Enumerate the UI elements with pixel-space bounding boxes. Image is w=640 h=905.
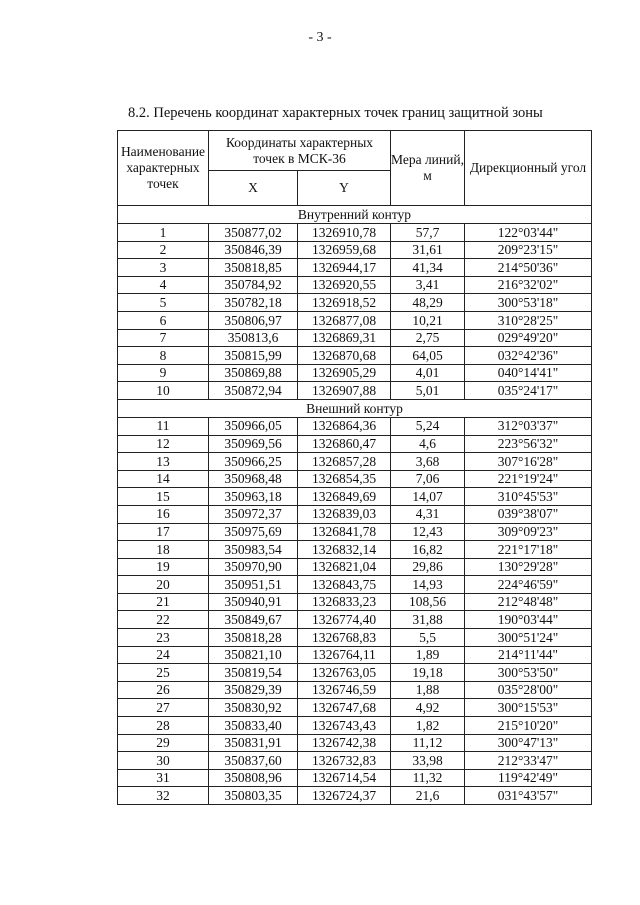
cell-line-length: 4,92	[391, 699, 465, 717]
cell-point-number: 27	[118, 699, 209, 717]
table-row	[118, 453, 592, 471]
cell-y: 1326857,28	[298, 453, 391, 471]
cell-point-number: 6	[118, 311, 209, 329]
cell-direction-angle: 223°56'32"	[465, 435, 592, 453]
cell-x: 350833,40	[209, 717, 298, 735]
cell-x: 350782,18	[209, 294, 298, 312]
header-point-name: Наименование характерных точек	[118, 131, 209, 206]
cell-line-length: 11,32	[391, 769, 465, 787]
cell-y: 1326849,69	[298, 488, 391, 506]
cell-x: 350951,51	[209, 576, 298, 594]
cell-line-length: 12,43	[391, 523, 465, 541]
header-y: Y	[298, 171, 391, 206]
cell-direction-angle: 212°33'47"	[465, 752, 592, 770]
cell-direction-angle: 035°28'00"	[465, 681, 592, 699]
cell-point-number: 14	[118, 470, 209, 488]
cell-line-length: 2,75	[391, 329, 465, 347]
table-row	[118, 470, 592, 488]
table-row	[118, 664, 592, 682]
cell-y: 1326854,35	[298, 470, 391, 488]
cell-x: 350815,99	[209, 347, 298, 365]
cell-y: 1326910,78	[298, 224, 391, 242]
header-direction-angle: Дирекционный угол	[465, 131, 592, 206]
cell-x: 350829,39	[209, 681, 298, 699]
cell-line-length: 1,89	[391, 646, 465, 664]
cell-y: 1326732,83	[298, 752, 391, 770]
cell-direction-angle: 122°03'44"	[465, 224, 592, 242]
cell-x: 350872,94	[209, 382, 298, 400]
cell-x: 350975,69	[209, 523, 298, 541]
cell-direction-angle: 300°47'13"	[465, 734, 592, 752]
cell-point-number: 12	[118, 435, 209, 453]
cell-line-length: 14,07	[391, 488, 465, 506]
cell-point-number: 15	[118, 488, 209, 506]
cell-line-length: 31,88	[391, 611, 465, 629]
cell-x: 350969,56	[209, 435, 298, 453]
cell-point-number: 31	[118, 769, 209, 787]
cell-direction-angle: 300°51'24"	[465, 629, 592, 647]
cell-line-length: 48,29	[391, 294, 465, 312]
cell-direction-angle: 119°42'49"	[465, 769, 592, 787]
cell-x: 350831,91	[209, 734, 298, 752]
table-row	[118, 364, 592, 382]
cell-y: 1326860,47	[298, 435, 391, 453]
cell-line-length: 57,7	[391, 224, 465, 242]
cell-line-length: 4,01	[391, 364, 465, 382]
cell-y: 1326833,23	[298, 593, 391, 611]
cell-x: 350970,90	[209, 558, 298, 576]
cell-line-length: 33,98	[391, 752, 465, 770]
cell-direction-angle: 029°49'20"	[465, 329, 592, 347]
header-x: X	[209, 171, 298, 206]
cell-y: 1326944,17	[298, 259, 391, 277]
table-row	[118, 382, 592, 400]
cell-line-length: 10,21	[391, 311, 465, 329]
cell-direction-angle: 032°42'36"	[465, 347, 592, 365]
cell-point-number: 26	[118, 681, 209, 699]
table-row	[118, 769, 592, 787]
cell-line-length: 16,82	[391, 541, 465, 559]
table-row	[118, 241, 592, 259]
table-row	[118, 505, 592, 523]
table-row	[118, 311, 592, 329]
cell-point-number: 11	[118, 417, 209, 435]
cell-line-length: 3,41	[391, 276, 465, 294]
cell-x: 350821,10	[209, 646, 298, 664]
section-title-cell: Внешний контур	[118, 399, 592, 417]
table-row	[118, 717, 592, 735]
cell-y: 1326832,14	[298, 541, 391, 559]
cell-y: 1326905,29	[298, 364, 391, 382]
cell-y: 1326843,75	[298, 576, 391, 594]
cell-point-number: 7	[118, 329, 209, 347]
cell-point-number: 18	[118, 541, 209, 559]
cell-point-number: 20	[118, 576, 209, 594]
cell-point-number: 29	[118, 734, 209, 752]
cell-x: 350846,39	[209, 241, 298, 259]
cell-x: 350784,92	[209, 276, 298, 294]
cell-line-length: 64,05	[391, 347, 465, 365]
table-row	[118, 276, 592, 294]
cell-y: 1326918,52	[298, 294, 391, 312]
cell-direction-angle: 035°24'17"	[465, 382, 592, 400]
table-row	[118, 629, 592, 647]
cell-line-length: 31,61	[391, 241, 465, 259]
cell-y: 1326714,54	[298, 769, 391, 787]
cell-direction-angle: 307°16'28"	[465, 453, 592, 471]
cell-direction-angle: 214°50'36"	[465, 259, 592, 277]
cell-direction-angle: 221°19'24"	[465, 470, 592, 488]
cell-point-number: 5	[118, 294, 209, 312]
cell-line-length: 1,82	[391, 717, 465, 735]
cell-line-length: 5,01	[391, 382, 465, 400]
cell-y: 1326764,11	[298, 646, 391, 664]
cell-y: 1326841,78	[298, 523, 391, 541]
cell-direction-angle: 312°03'37"	[465, 417, 592, 435]
cell-direction-angle: 300°15'53"	[465, 699, 592, 717]
cell-point-number: 21	[118, 593, 209, 611]
cell-direction-angle: 130°29'28"	[465, 558, 592, 576]
section-row	[118, 399, 592, 417]
cell-direction-angle: 209°23'15"	[465, 241, 592, 259]
cell-y: 1326768,83	[298, 629, 391, 647]
cell-direction-angle: 310°28'25"	[465, 311, 592, 329]
cell-direction-angle: 221°17'18"	[465, 541, 592, 559]
cell-point-number: 24	[118, 646, 209, 664]
table-row	[118, 488, 592, 506]
cell-x: 350972,37	[209, 505, 298, 523]
cell-x: 350819,54	[209, 664, 298, 682]
cell-point-number: 3	[118, 259, 209, 277]
cell-point-number: 9	[118, 364, 209, 382]
cell-point-number: 19	[118, 558, 209, 576]
table-row	[118, 558, 592, 576]
header-line-length: Мера линий, м	[391, 131, 465, 206]
cell-point-number: 13	[118, 453, 209, 471]
cell-line-length: 14,93	[391, 576, 465, 594]
cell-y: 1326864,36	[298, 417, 391, 435]
section-row	[118, 206, 592, 224]
table-row	[118, 734, 592, 752]
table-row	[118, 329, 592, 347]
cell-y: 1326821,04	[298, 558, 391, 576]
table-row	[118, 523, 592, 541]
cell-direction-angle: 224°46'59"	[465, 576, 592, 594]
table-row	[118, 611, 592, 629]
cell-line-length: 1,88	[391, 681, 465, 699]
cell-point-number: 23	[118, 629, 209, 647]
table-row	[118, 435, 592, 453]
cell-x: 350869,88	[209, 364, 298, 382]
cell-x: 350813,6	[209, 329, 298, 347]
cell-line-length: 11,12	[391, 734, 465, 752]
cell-x: 350966,25	[209, 453, 298, 471]
cell-x: 350963,18	[209, 488, 298, 506]
table-row	[118, 259, 592, 277]
cell-x: 350837,60	[209, 752, 298, 770]
table-row	[118, 541, 592, 559]
table-row	[118, 752, 592, 770]
table-body	[118, 206, 592, 805]
table-row	[118, 294, 592, 312]
coordinates-table	[117, 130, 592, 805]
cell-direction-angle: 212°48'48"	[465, 593, 592, 611]
cell-direction-angle: 190°03'44"	[465, 611, 592, 629]
cell-direction-angle: 300°53'18"	[465, 294, 592, 312]
cell-y: 1326959,68	[298, 241, 391, 259]
cell-point-number: 30	[118, 752, 209, 770]
cell-y: 1326746,59	[298, 681, 391, 699]
cell-point-number: 32	[118, 787, 209, 805]
cell-y: 1326742,38	[298, 734, 391, 752]
cell-y: 1326869,31	[298, 329, 391, 347]
cell-x: 350968,48	[209, 470, 298, 488]
cell-x: 350849,67	[209, 611, 298, 629]
cell-y: 1326907,88	[298, 382, 391, 400]
cell-x: 350803,35	[209, 787, 298, 805]
table-row	[118, 699, 592, 717]
cell-direction-angle: 214°11'44"	[465, 646, 592, 664]
table-row	[118, 417, 592, 435]
header-coordinates-group: Координаты характерных точек в МСК-36	[209, 131, 391, 171]
cell-point-number: 10	[118, 382, 209, 400]
table-row	[118, 347, 592, 365]
cell-point-number: 25	[118, 664, 209, 682]
table-row	[118, 224, 592, 242]
cell-line-length: 5,24	[391, 417, 465, 435]
cell-y: 1326763,05	[298, 664, 391, 682]
cell-x: 350808,96	[209, 769, 298, 787]
cell-line-length: 41,34	[391, 259, 465, 277]
page-number: - 3 -	[308, 30, 332, 45]
cell-line-length: 21,6	[391, 787, 465, 805]
cell-point-number: 4	[118, 276, 209, 294]
cell-x: 350940,91	[209, 593, 298, 611]
cell-direction-angle: 300°53'50"	[465, 664, 592, 682]
cell-line-length: 4,31	[391, 505, 465, 523]
cell-y: 1326747,68	[298, 699, 391, 717]
cell-x: 350983,54	[209, 541, 298, 559]
cell-x: 350818,85	[209, 259, 298, 277]
cell-line-length: 3,68	[391, 453, 465, 471]
cell-x: 350818,28	[209, 629, 298, 647]
cell-point-number: 8	[118, 347, 209, 365]
cell-direction-angle: 310°45'53"	[465, 488, 592, 506]
cell-line-length: 7,06	[391, 470, 465, 488]
cell-y: 1326870,68	[298, 347, 391, 365]
cell-point-number: 22	[118, 611, 209, 629]
cell-y: 1326743,43	[298, 717, 391, 735]
table-row	[118, 646, 592, 664]
cell-point-number: 16	[118, 505, 209, 523]
cell-point-number: 17	[118, 523, 209, 541]
cell-x: 350877,02	[209, 224, 298, 242]
cell-line-length: 5,5	[391, 629, 465, 647]
section-title: 8.2. Перечень координат характерных точек границ защитной зоны	[128, 105, 543, 121]
table-row	[118, 681, 592, 699]
cell-x: 350966,05	[209, 417, 298, 435]
cell-direction-angle: 040°14'41"	[465, 364, 592, 382]
cell-line-length: 108,56	[391, 593, 465, 611]
cell-point-number: 2	[118, 241, 209, 259]
cell-y: 1326839,03	[298, 505, 391, 523]
cell-direction-angle: 031°43'57"	[465, 787, 592, 805]
cell-y: 1326877,08	[298, 311, 391, 329]
cell-x: 350830,92	[209, 699, 298, 717]
cell-direction-angle: 039°38'07"	[465, 505, 592, 523]
cell-line-length: 29,86	[391, 558, 465, 576]
table-row	[118, 787, 592, 805]
cell-line-length: 19,18	[391, 664, 465, 682]
table-header	[118, 131, 592, 206]
cell-point-number: 1	[118, 224, 209, 242]
cell-line-length: 4,6	[391, 435, 465, 453]
table-row	[118, 576, 592, 594]
cell-direction-angle: 215°10'20"	[465, 717, 592, 735]
cell-direction-angle: 216°32'02"	[465, 276, 592, 294]
cell-point-number: 28	[118, 717, 209, 735]
cell-y: 1326724,37	[298, 787, 391, 805]
section-title-cell: Внутренний контур	[118, 206, 592, 224]
cell-y: 1326920,55	[298, 276, 391, 294]
cell-x: 350806,97	[209, 311, 298, 329]
cell-y: 1326774,40	[298, 611, 391, 629]
cell-direction-angle: 309°09'23"	[465, 523, 592, 541]
table-row	[118, 593, 592, 611]
